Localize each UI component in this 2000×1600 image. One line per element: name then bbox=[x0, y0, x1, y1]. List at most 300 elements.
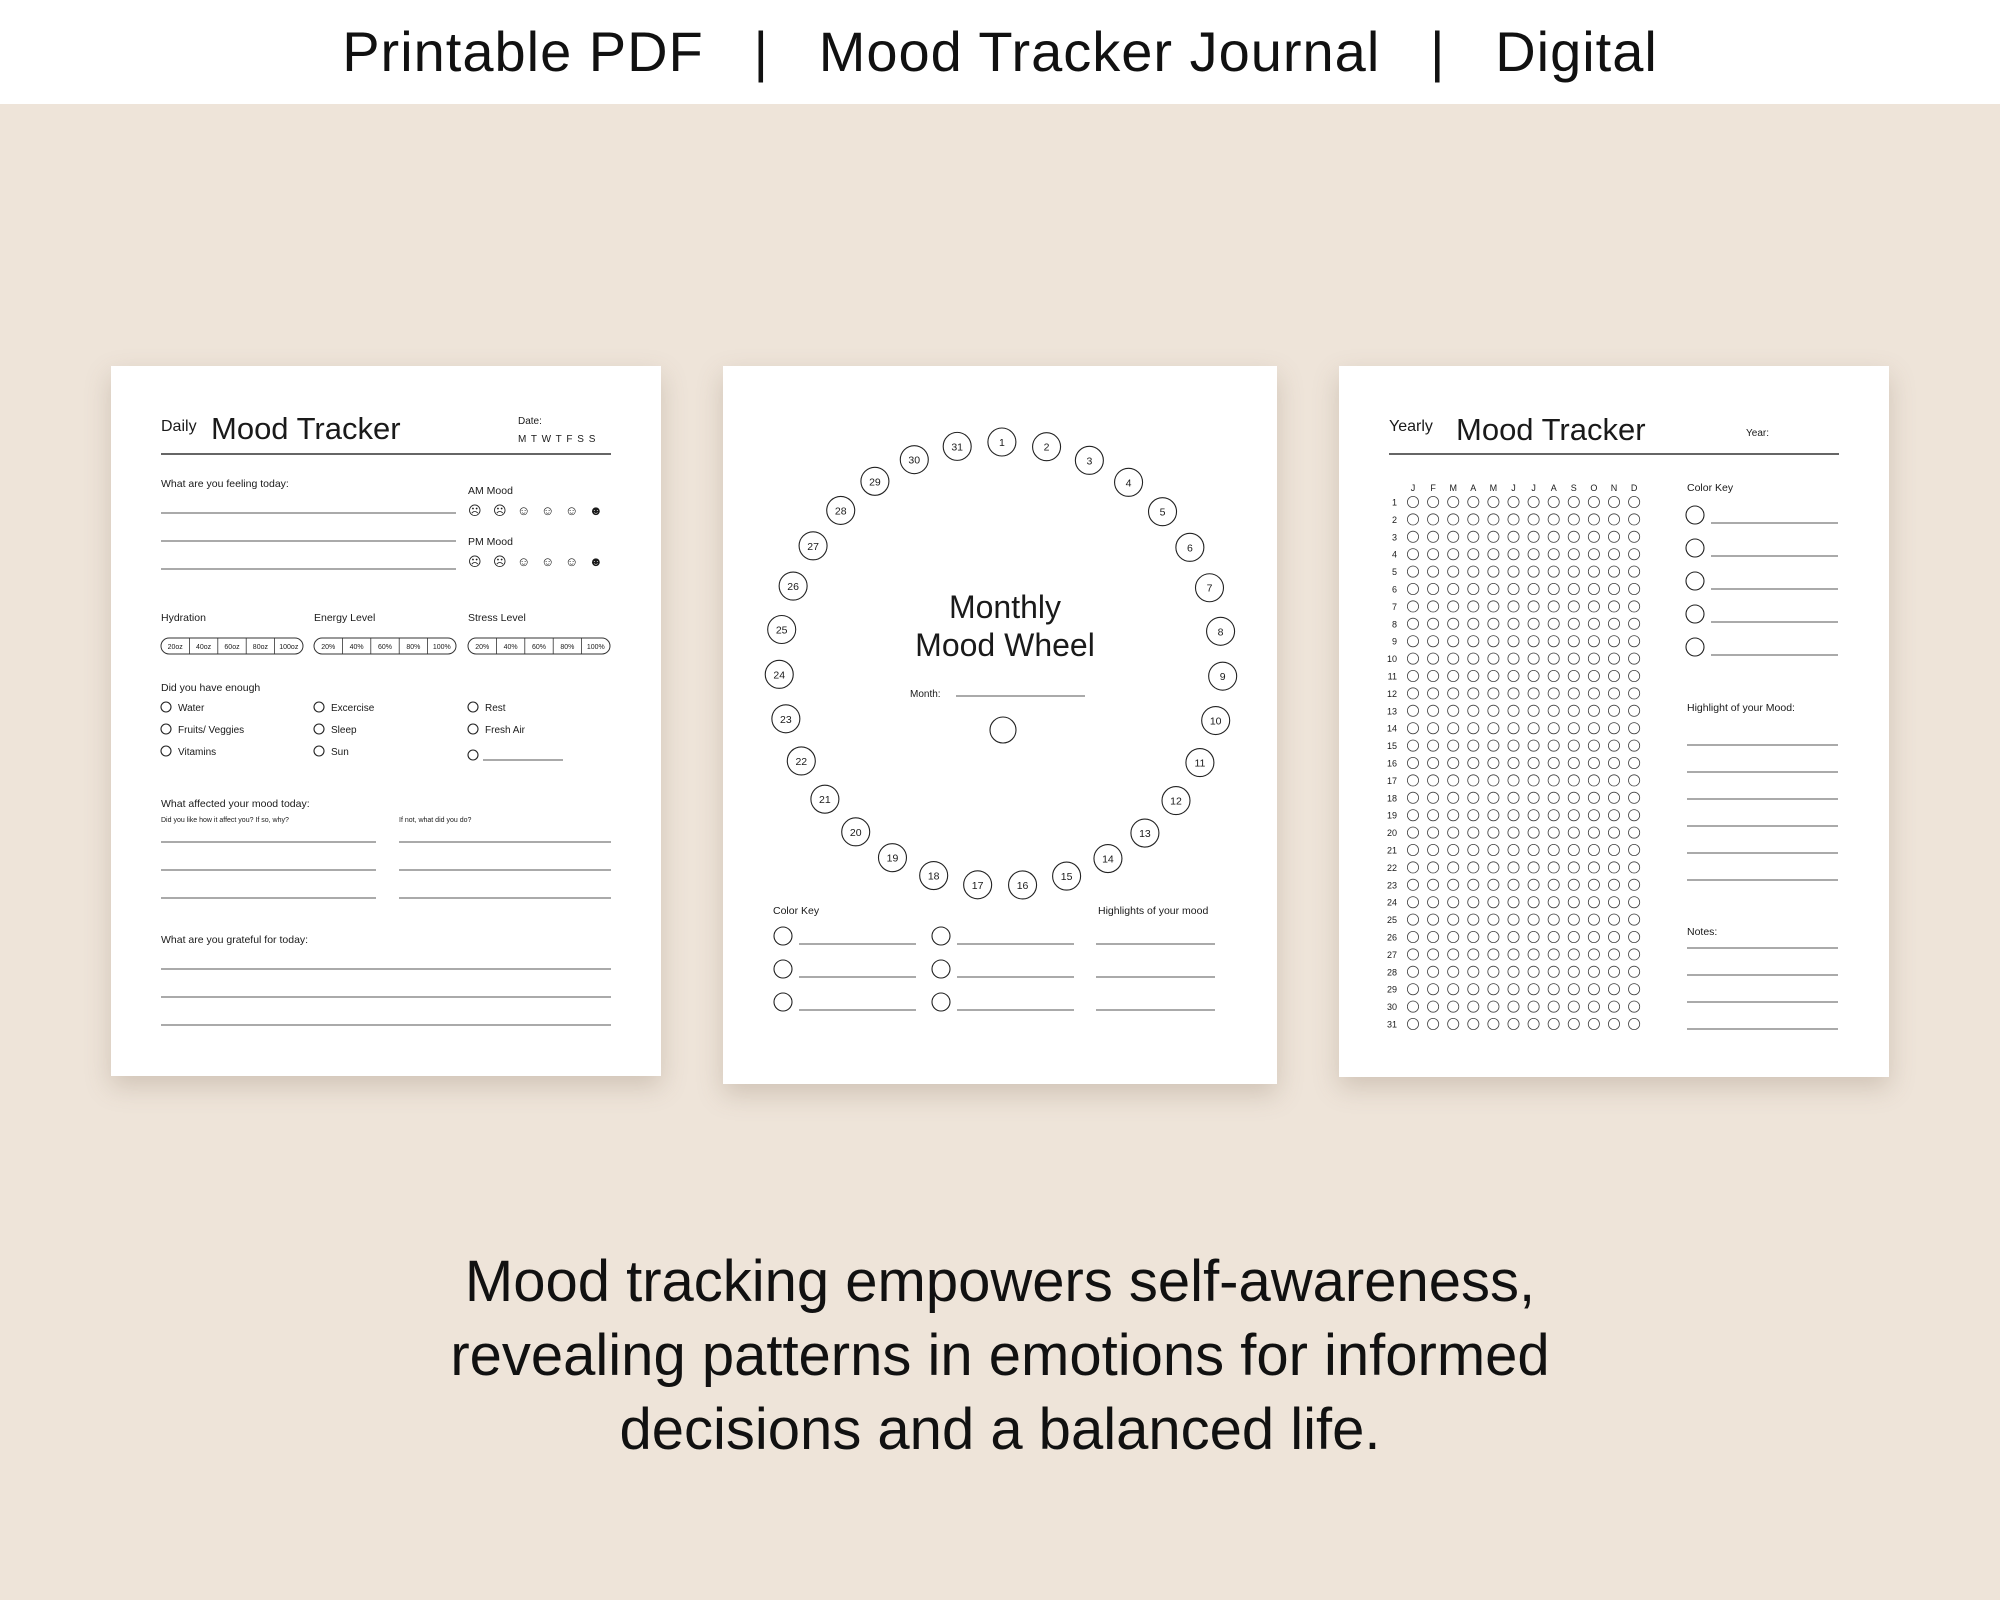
day-cell[interactable] bbox=[1488, 984, 1499, 995]
day-cell[interactable] bbox=[1488, 827, 1499, 838]
day-cell[interactable] bbox=[1428, 757, 1439, 768]
day-cell[interactable] bbox=[1448, 514, 1459, 525]
day-cell[interactable] bbox=[1588, 966, 1599, 977]
day-cell[interactable] bbox=[1508, 897, 1519, 908]
day-cell[interactable] bbox=[1407, 496, 1418, 507]
center-circle[interactable] bbox=[990, 717, 1016, 743]
day-cell[interactable] bbox=[1448, 496, 1459, 507]
day-cell[interactable] bbox=[1528, 879, 1539, 890]
day-cell[interactable] bbox=[1428, 949, 1439, 960]
day-cell[interactable] bbox=[1608, 757, 1619, 768]
year-grid[interactable] bbox=[1387, 483, 1640, 1030]
day-cell[interactable] bbox=[1448, 566, 1459, 577]
day-cell[interactable] bbox=[1488, 897, 1499, 908]
day-cell[interactable] bbox=[1568, 862, 1579, 873]
day-cell[interactable] bbox=[1428, 1018, 1439, 1029]
day-cell[interactable] bbox=[1488, 1001, 1499, 1012]
day-cell[interactable] bbox=[1488, 670, 1499, 681]
day-cell[interactable] bbox=[1588, 1018, 1599, 1029]
day-cell[interactable] bbox=[1428, 984, 1439, 995]
day-cell[interactable] bbox=[1568, 653, 1579, 664]
day-cell[interactable] bbox=[1448, 740, 1459, 751]
day-cell[interactable] bbox=[1568, 531, 1579, 542]
day-cell[interactable] bbox=[1528, 583, 1539, 594]
day-cell[interactable] bbox=[1568, 618, 1579, 629]
day-cell[interactable] bbox=[1568, 549, 1579, 560]
blank-checkbox[interactable] bbox=[468, 750, 478, 760]
day-cell[interactable] bbox=[1428, 670, 1439, 681]
day-cell[interactable] bbox=[1528, 862, 1539, 873]
day-cell[interactable] bbox=[1528, 1018, 1539, 1029]
color-key-swatch[interactable] bbox=[1686, 638, 1704, 656]
day-cell[interactable] bbox=[1528, 705, 1539, 716]
day-cell[interactable] bbox=[1548, 827, 1559, 838]
color-key-swatch[interactable] bbox=[1686, 572, 1704, 590]
color-key-swatch[interactable] bbox=[932, 993, 950, 1011]
day-cell[interactable] bbox=[1548, 723, 1559, 734]
day-cell[interactable] bbox=[1508, 931, 1519, 942]
day-cell[interactable] bbox=[1508, 618, 1519, 629]
day-cell[interactable] bbox=[1448, 862, 1459, 873]
day-cell[interactable] bbox=[1629, 810, 1640, 821]
day-cell[interactable] bbox=[1407, 757, 1418, 768]
day-cell[interactable] bbox=[1407, 566, 1418, 577]
day-cell[interactable] bbox=[1608, 879, 1619, 890]
color-key-swatch[interactable] bbox=[1686, 539, 1704, 557]
day-cell[interactable] bbox=[1588, 514, 1599, 525]
day-cell[interactable] bbox=[1629, 670, 1640, 681]
day-cell[interactable] bbox=[1629, 723, 1640, 734]
day-cell[interactable] bbox=[1468, 844, 1479, 855]
day-cell[interactable] bbox=[1488, 844, 1499, 855]
day-cell[interactable] bbox=[1568, 792, 1579, 803]
day-cell[interactable] bbox=[1548, 844, 1559, 855]
day-cell[interactable] bbox=[1407, 775, 1418, 786]
day-cell[interactable] bbox=[1629, 1001, 1640, 1012]
day-cell[interactable] bbox=[1528, 670, 1539, 681]
day-cell[interactable] bbox=[1629, 757, 1640, 768]
day-cell[interactable] bbox=[1448, 1018, 1459, 1029]
day-cell[interactable] bbox=[1629, 827, 1640, 838]
day-cell[interactable] bbox=[1448, 1001, 1459, 1012]
day-cell[interactable] bbox=[1488, 914, 1499, 925]
day-cell[interactable] bbox=[1468, 810, 1479, 821]
day-cell[interactable] bbox=[1608, 723, 1619, 734]
day-cell[interactable] bbox=[1608, 1018, 1619, 1029]
scale-option[interactable]: 40oz bbox=[196, 644, 212, 651]
day-cell[interactable] bbox=[1428, 810, 1439, 821]
day-cell[interactable] bbox=[1468, 705, 1479, 716]
day-cell[interactable] bbox=[1629, 618, 1640, 629]
checklist-checkbox[interactable] bbox=[161, 724, 171, 734]
day-cell[interactable] bbox=[1629, 879, 1640, 890]
day-cell[interactable] bbox=[1428, 496, 1439, 507]
day-cell[interactable] bbox=[1588, 566, 1599, 577]
day-cell[interactable] bbox=[1588, 688, 1599, 699]
day-cell[interactable] bbox=[1407, 949, 1418, 960]
day-cell[interactable] bbox=[1468, 531, 1479, 542]
day-cell[interactable] bbox=[1508, 1018, 1519, 1029]
day-cell[interactable] bbox=[1468, 775, 1479, 786]
day-cell[interactable] bbox=[1608, 931, 1619, 942]
day-cell[interactable] bbox=[1508, 879, 1519, 890]
day-cell[interactable] bbox=[1629, 1018, 1640, 1029]
day-cell[interactable] bbox=[1508, 514, 1519, 525]
day-cell[interactable] bbox=[1468, 862, 1479, 873]
day-cell[interactable] bbox=[1508, 670, 1519, 681]
day-cell[interactable] bbox=[1428, 705, 1439, 716]
day-cell[interactable] bbox=[1629, 514, 1640, 525]
day-cell[interactable] bbox=[1548, 792, 1559, 803]
day-cell[interactable] bbox=[1568, 879, 1579, 890]
day-cell[interactable] bbox=[1488, 1018, 1499, 1029]
day-cell[interactable] bbox=[1528, 757, 1539, 768]
day-cell[interactable] bbox=[1468, 618, 1479, 629]
day-cell[interactable] bbox=[1407, 601, 1418, 612]
day-cell[interactable] bbox=[1608, 636, 1619, 647]
day-cell[interactable] bbox=[1608, 531, 1619, 542]
day-cell[interactable] bbox=[1468, 583, 1479, 594]
scale-option[interactable]: 20% bbox=[475, 644, 490, 651]
day-cell[interactable] bbox=[1508, 566, 1519, 577]
day-cell[interactable] bbox=[1468, 566, 1479, 577]
day-cell[interactable] bbox=[1629, 496, 1640, 507]
day-cell[interactable] bbox=[1588, 931, 1599, 942]
day-cell[interactable] bbox=[1407, 653, 1418, 664]
day-cell[interactable] bbox=[1468, 670, 1479, 681]
day-cell[interactable] bbox=[1448, 688, 1459, 699]
day-cell[interactable] bbox=[1528, 827, 1539, 838]
day-cell[interactable] bbox=[1468, 827, 1479, 838]
scale-option[interactable]: 60oz bbox=[224, 644, 240, 651]
day-cell[interactable] bbox=[1629, 792, 1640, 803]
day-cell[interactable] bbox=[1448, 775, 1459, 786]
scale-option[interactable]: 40% bbox=[503, 644, 518, 651]
day-cell[interactable] bbox=[1468, 914, 1479, 925]
day-cell[interactable] bbox=[1528, 966, 1539, 977]
day-cell[interactable] bbox=[1428, 792, 1439, 803]
day-cell[interactable] bbox=[1588, 810, 1599, 821]
day-cell[interactable] bbox=[1528, 844, 1539, 855]
day-cell[interactable] bbox=[1568, 810, 1579, 821]
day-cell[interactable] bbox=[1629, 931, 1640, 942]
day-cell[interactable] bbox=[1588, 549, 1599, 560]
day-cell[interactable] bbox=[1588, 914, 1599, 925]
day-cell[interactable] bbox=[1508, 688, 1519, 699]
day-cell[interactable] bbox=[1608, 549, 1619, 560]
day-cell[interactable] bbox=[1528, 775, 1539, 786]
day-cell[interactable] bbox=[1608, 914, 1619, 925]
checklist-checkbox[interactable] bbox=[468, 724, 478, 734]
day-cell[interactable] bbox=[1548, 757, 1559, 768]
day-cell[interactable] bbox=[1428, 879, 1439, 890]
checklist-checkbox[interactable] bbox=[314, 746, 324, 756]
day-cell[interactable] bbox=[1448, 949, 1459, 960]
day-cell[interactable] bbox=[1548, 531, 1559, 542]
day-cell[interactable] bbox=[1508, 549, 1519, 560]
day-cell[interactable] bbox=[1428, 740, 1439, 751]
scale-option[interactable]: 80% bbox=[406, 644, 421, 651]
day-cell[interactable] bbox=[1568, 601, 1579, 612]
day-cell[interactable] bbox=[1548, 618, 1559, 629]
day-cell[interactable] bbox=[1407, 879, 1418, 890]
day-cell[interactable] bbox=[1568, 949, 1579, 960]
day-cell[interactable] bbox=[1568, 636, 1579, 647]
day-cell[interactable] bbox=[1608, 862, 1619, 873]
day-cell[interactable] bbox=[1488, 688, 1499, 699]
day-cell[interactable] bbox=[1588, 862, 1599, 873]
scale-option[interactable]: 80oz bbox=[252, 644, 268, 651]
day-cell[interactable] bbox=[1448, 879, 1459, 890]
day-cell[interactable] bbox=[1608, 514, 1619, 525]
day-cell[interactable] bbox=[1508, 653, 1519, 664]
day-cell[interactable] bbox=[1407, 670, 1418, 681]
day-cell[interactable] bbox=[1448, 653, 1459, 664]
day-cell[interactable] bbox=[1407, 914, 1418, 925]
day-cell[interactable] bbox=[1608, 775, 1619, 786]
day-cell[interactable] bbox=[1508, 740, 1519, 751]
day-cell[interactable] bbox=[1608, 670, 1619, 681]
day-cell[interactable] bbox=[1407, 792, 1418, 803]
day-cell[interactable] bbox=[1468, 723, 1479, 734]
day-cell[interactable] bbox=[1588, 653, 1599, 664]
day-cell[interactable] bbox=[1629, 688, 1640, 699]
day-cell[interactable] bbox=[1468, 1001, 1479, 1012]
scale-option[interactable]: 100oz bbox=[279, 644, 299, 651]
day-cell[interactable] bbox=[1508, 949, 1519, 960]
day-cell[interactable] bbox=[1468, 514, 1479, 525]
day-cell[interactable] bbox=[1448, 966, 1459, 977]
day-cell[interactable] bbox=[1428, 966, 1439, 977]
day-cell[interactable] bbox=[1629, 897, 1640, 908]
highlight-lines[interactable] bbox=[1687, 745, 1838, 880]
day-cell[interactable] bbox=[1629, 705, 1640, 716]
scale-option[interactable]: 60% bbox=[377, 644, 393, 651]
color-key-swatch[interactable] bbox=[774, 993, 792, 1011]
day-cell[interactable] bbox=[1428, 844, 1439, 855]
day-cell[interactable] bbox=[1568, 844, 1579, 855]
day-cell[interactable] bbox=[1488, 810, 1499, 821]
day-cell[interactable] bbox=[1629, 653, 1640, 664]
day-cell[interactable] bbox=[1407, 514, 1418, 525]
day-cell[interactable] bbox=[1488, 653, 1499, 664]
day-cell[interactable] bbox=[1428, 723, 1439, 734]
day-cell[interactable] bbox=[1407, 1018, 1418, 1029]
day-cell[interactable] bbox=[1428, 653, 1439, 664]
day-cell[interactable] bbox=[1448, 792, 1459, 803]
day-cell[interactable] bbox=[1608, 897, 1619, 908]
pm-mood-faces[interactable] bbox=[468, 554, 603, 569]
day-cell[interactable] bbox=[1568, 757, 1579, 768]
enough-checklist[interactable] bbox=[161, 702, 526, 758]
day-cell[interactable] bbox=[1568, 740, 1579, 751]
day-cell[interactable] bbox=[1428, 775, 1439, 786]
day-cell[interactable] bbox=[1428, 931, 1439, 942]
day-cell[interactable] bbox=[1528, 601, 1539, 612]
day-cell[interactable] bbox=[1548, 949, 1559, 960]
day-cell[interactable] bbox=[1428, 636, 1439, 647]
day-cell[interactable] bbox=[1588, 897, 1599, 908]
day-cell[interactable] bbox=[1568, 984, 1579, 995]
day-cell[interactable] bbox=[1448, 670, 1459, 681]
day-cell[interactable] bbox=[1448, 601, 1459, 612]
day-cell[interactable] bbox=[1608, 705, 1619, 716]
day-cell[interactable] bbox=[1629, 636, 1640, 647]
day-cell[interactable] bbox=[1588, 775, 1599, 786]
day-cell[interactable] bbox=[1448, 914, 1459, 925]
day-cell[interactable] bbox=[1548, 984, 1559, 995]
day-cell[interactable] bbox=[1528, 984, 1539, 995]
day-cell[interactable] bbox=[1508, 705, 1519, 716]
day-cell[interactable] bbox=[1488, 757, 1499, 768]
day-cell[interactable] bbox=[1448, 705, 1459, 716]
day-cell[interactable] bbox=[1568, 966, 1579, 977]
day-cell[interactable] bbox=[1588, 949, 1599, 960]
color-key-swatch[interactable] bbox=[932, 960, 950, 978]
day-cell[interactable] bbox=[1629, 531, 1640, 542]
day-cell[interactable] bbox=[1548, 670, 1559, 681]
day-cell[interactable] bbox=[1588, 723, 1599, 734]
day-cell[interactable] bbox=[1428, 618, 1439, 629]
day-cell[interactable] bbox=[1548, 1001, 1559, 1012]
day-cell[interactable] bbox=[1508, 583, 1519, 594]
day-cell[interactable] bbox=[1608, 984, 1619, 995]
day-cell[interactable] bbox=[1468, 966, 1479, 977]
notes-lines[interactable] bbox=[1687, 948, 1838, 1029]
day-cell[interactable] bbox=[1548, 583, 1559, 594]
day-cell[interactable] bbox=[1448, 810, 1459, 821]
day-cell[interactable] bbox=[1588, 583, 1599, 594]
day-cell[interactable] bbox=[1528, 531, 1539, 542]
day-cell[interactable] bbox=[1528, 496, 1539, 507]
day-cell[interactable] bbox=[1568, 566, 1579, 577]
day-cell[interactable] bbox=[1608, 827, 1619, 838]
day-cell[interactable] bbox=[1488, 531, 1499, 542]
day-cell[interactable] bbox=[1548, 966, 1559, 977]
day-cell[interactable] bbox=[1407, 897, 1418, 908]
scale-option[interactable]: 60% bbox=[531, 644, 547, 651]
day-cell[interactable] bbox=[1407, 723, 1418, 734]
checklist-checkbox[interactable] bbox=[468, 702, 478, 712]
level-scales[interactable] bbox=[161, 638, 610, 654]
day-cell[interactable] bbox=[1608, 966, 1619, 977]
day-cell[interactable] bbox=[1568, 775, 1579, 786]
day-cell[interactable] bbox=[1428, 827, 1439, 838]
day-cell[interactable] bbox=[1488, 966, 1499, 977]
day-cell[interactable] bbox=[1407, 966, 1418, 977]
day-wheel[interactable] bbox=[765, 428, 1236, 899]
day-cell[interactable] bbox=[1488, 514, 1499, 525]
checklist-checkbox[interactable] bbox=[161, 746, 171, 756]
day-cell[interactable] bbox=[1548, 688, 1559, 699]
day-cell[interactable] bbox=[1428, 601, 1439, 612]
am-mood-faces[interactable] bbox=[468, 503, 603, 518]
day-cell[interactable] bbox=[1528, 914, 1539, 925]
day-cell[interactable] bbox=[1548, 496, 1559, 507]
day-cell[interactable] bbox=[1608, 566, 1619, 577]
day-cell[interactable] bbox=[1488, 792, 1499, 803]
day-cell[interactable] bbox=[1448, 844, 1459, 855]
day-cell[interactable] bbox=[1468, 879, 1479, 890]
day-cell[interactable] bbox=[1629, 601, 1640, 612]
day-cell[interactable] bbox=[1508, 966, 1519, 977]
day-cell[interactable] bbox=[1548, 601, 1559, 612]
color-key-swatch[interactable] bbox=[774, 927, 792, 945]
day-cell[interactable] bbox=[1568, 827, 1579, 838]
day-cell[interactable] bbox=[1528, 688, 1539, 699]
day-cell[interactable] bbox=[1448, 897, 1459, 908]
day-cell[interactable] bbox=[1608, 949, 1619, 960]
day-cell[interactable] bbox=[1468, 1018, 1479, 1029]
day-cell[interactable] bbox=[1528, 1001, 1539, 1012]
day-cell[interactable] bbox=[1548, 566, 1559, 577]
day-cell[interactable] bbox=[1508, 775, 1519, 786]
day-cell[interactable] bbox=[1407, 827, 1418, 838]
day-cell[interactable] bbox=[1508, 844, 1519, 855]
day-cell[interactable] bbox=[1448, 636, 1459, 647]
day-cell[interactable] bbox=[1608, 583, 1619, 594]
day-cell[interactable] bbox=[1508, 792, 1519, 803]
day-cell[interactable] bbox=[1568, 688, 1579, 699]
day-cell[interactable] bbox=[1548, 636, 1559, 647]
day-cell[interactable] bbox=[1448, 827, 1459, 838]
day-cell[interactable] bbox=[1508, 810, 1519, 821]
day-cell[interactable] bbox=[1548, 914, 1559, 925]
day-cell[interactable] bbox=[1488, 636, 1499, 647]
day-cell[interactable] bbox=[1568, 583, 1579, 594]
day-cell[interactable] bbox=[1407, 583, 1418, 594]
day-cell[interactable] bbox=[1448, 583, 1459, 594]
day-cell[interactable] bbox=[1548, 514, 1559, 525]
day-cell[interactable] bbox=[1468, 897, 1479, 908]
day-cell[interactable] bbox=[1407, 740, 1418, 751]
day-cell[interactable] bbox=[1568, 897, 1579, 908]
day-cell[interactable] bbox=[1588, 757, 1599, 768]
day-cell[interactable] bbox=[1528, 549, 1539, 560]
day-cell[interactable] bbox=[1488, 549, 1499, 560]
day-cell[interactable] bbox=[1548, 879, 1559, 890]
day-cell[interactable] bbox=[1528, 897, 1539, 908]
day-cell[interactable] bbox=[1528, 653, 1539, 664]
day-cell[interactable] bbox=[1468, 653, 1479, 664]
checklist-checkbox[interactable] bbox=[314, 702, 324, 712]
color-key-swatch[interactable] bbox=[1686, 506, 1704, 524]
day-cell[interactable] bbox=[1488, 879, 1499, 890]
day-cell[interactable] bbox=[1508, 601, 1519, 612]
day-cell[interactable] bbox=[1407, 688, 1418, 699]
day-cell[interactable] bbox=[1428, 514, 1439, 525]
day-cell[interactable] bbox=[1508, 636, 1519, 647]
day-cell[interactable] bbox=[1428, 1001, 1439, 1012]
day-cell[interactable] bbox=[1588, 740, 1599, 751]
day-cell[interactable] bbox=[1468, 549, 1479, 560]
day-cell[interactable] bbox=[1608, 792, 1619, 803]
day-cell[interactable] bbox=[1548, 705, 1559, 716]
day-cell[interactable] bbox=[1428, 862, 1439, 873]
day-cell[interactable] bbox=[1508, 757, 1519, 768]
day-cell[interactable] bbox=[1548, 1018, 1559, 1029]
day-cell[interactable] bbox=[1488, 740, 1499, 751]
day-cell[interactable] bbox=[1488, 862, 1499, 873]
day-cell[interactable] bbox=[1407, 705, 1418, 716]
day-cell[interactable] bbox=[1428, 583, 1439, 594]
day-cell[interactable] bbox=[1428, 549, 1439, 560]
day-cell[interactable] bbox=[1407, 1001, 1418, 1012]
day-cell[interactable] bbox=[1548, 862, 1559, 873]
day-cell[interactable] bbox=[1629, 966, 1640, 977]
day-cell[interactable] bbox=[1428, 566, 1439, 577]
day-cell[interactable] bbox=[1488, 775, 1499, 786]
